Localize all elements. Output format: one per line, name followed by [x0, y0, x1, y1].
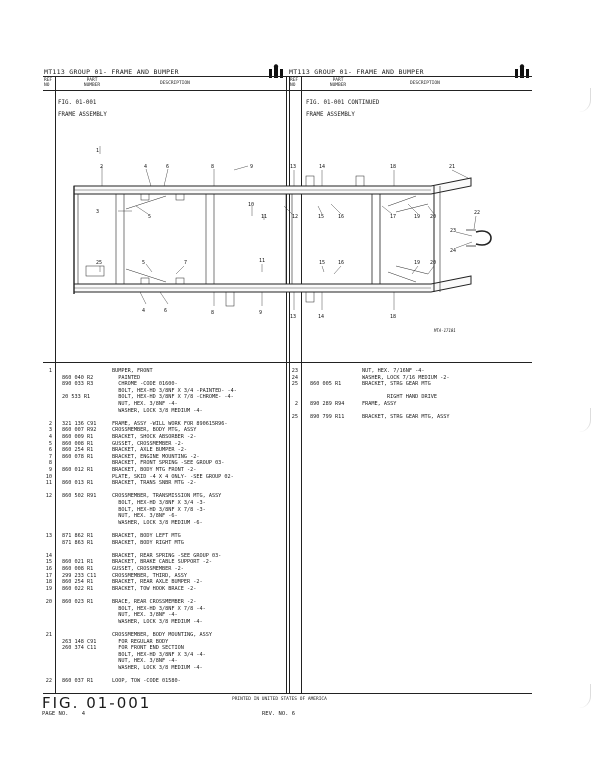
part-description: BOLT, HEX-HD 3/8NF X 3/4 -3-: [112, 500, 206, 506]
part-description: BRACKET, BODY MTG FRONT -2-: [112, 467, 197, 473]
callout-20: 20: [430, 214, 437, 220]
callout-13: 13: [290, 164, 297, 170]
parts-row: [0, 553, 600, 560]
binder-hole-shadow: [566, 684, 591, 708]
callout-22: 22: [474, 210, 481, 216]
callout-9b: 9: [259, 310, 263, 316]
frame-assembly-diagram: [56, 134, 496, 344]
part-description: PAINTED: [112, 374, 141, 381]
ref-number: 1: [48, 368, 52, 374]
right-parts-list: [0, 368, 600, 428]
callout-19: 19: [414, 214, 421, 220]
part-description: BOLT, HEX-HD 3/8NF X 7/8 -3-: [112, 506, 206, 513]
part-description: BRACKET, SHOCK ABSORBER -2-: [112, 434, 197, 440]
part-description: WASHER, LOCK 7/16 MEDIUM -2-: [362, 374, 450, 381]
ih-logo-icon: [268, 63, 284, 77]
parts-row: [0, 632, 600, 639]
callout-4b: 4: [142, 308, 146, 314]
parts-row: [0, 394, 600, 401]
part-number: 860 022 R1: [62, 585, 94, 592]
part-number: 860 005 R1: [310, 381, 342, 388]
callout-12: 12: [292, 214, 299, 220]
callout-25: 25: [96, 260, 103, 266]
right-assembly-heading: FRAME ASSEMBLY: [306, 112, 355, 118]
part-number: 890 799 R11: [310, 414, 345, 421]
part-number: 860 012 R1: [62, 467, 94, 473]
ref-number: 25: [291, 381, 298, 388]
part-description: BRACKET, TRANS SNBR MTG -2-: [112, 480, 197, 487]
part-number: 263 148 C91: [62, 638, 97, 645]
part-number: 860 254 R1: [62, 579, 94, 586]
callout-5: 5: [148, 214, 152, 220]
parts-row: [0, 599, 600, 606]
ih-logo-icon: [514, 63, 530, 77]
part-number: 860 254 R1: [62, 447, 94, 454]
ref-number: 22: [45, 678, 52, 685]
callout-3: 3: [96, 209, 100, 215]
parts-row: [0, 474, 600, 481]
parts-row: [0, 401, 600, 408]
part-description: BOLT, HEX-HD 3/8NF X 7/8 -CHROME- -4-: [112, 394, 234, 401]
parts-row: [0, 606, 600, 613]
part-description: BRACE, REAR CROSSMEMBER -2-: [112, 599, 197, 605]
parts-row: [0, 658, 600, 665]
col-ref-label-right: REF NO: [290, 78, 299, 88]
part-number: 321 136 C91: [62, 420, 97, 427]
parts-row: [0, 540, 600, 547]
parts-row: [0, 408, 600, 415]
part-description: GUSSET, CROSSMEMBER -2-: [112, 440, 184, 447]
part-number: 871 863 R1: [62, 539, 94, 546]
parts-row: [0, 533, 600, 540]
parts-row: [0, 447, 600, 454]
callout-8: 8: [211, 164, 215, 170]
ref-number: 13: [45, 533, 52, 539]
callout-8b: 8: [211, 310, 215, 316]
callout-9: 9: [250, 164, 254, 170]
parts-row: [0, 612, 600, 619]
callout-13b: 13: [290, 314, 297, 320]
part-description: BRACKET, FRONT SPRING -SEE GROUP 03-: [112, 460, 225, 467]
part-description: BRACKET, AXLE BUMPER -2-: [112, 447, 187, 454]
parts-row: [0, 375, 600, 382]
part-number: 860 013 R1: [62, 480, 94, 487]
callout-7: 7: [184, 260, 188, 266]
callout-10: 10: [248, 202, 255, 208]
part-description: WASHER, LOCK 3/8 MEDIUM -4-: [112, 665, 203, 671]
parts-row: [0, 639, 600, 646]
ref-number: 23: [291, 368, 298, 374]
header-bottom-rule: [43, 90, 532, 91]
callout-11b: 11: [259, 258, 266, 264]
part-description: CROSSMEMBER, BODY MTG, ASSY: [112, 427, 197, 434]
callout-1: 1: [96, 148, 100, 154]
part-number: 860 023 R1: [62, 599, 94, 605]
ref-number: 20: [45, 599, 52, 605]
ref-number: 24: [291, 374, 298, 381]
part-description: BRACKET, ENGINE MOUNTING -2-: [112, 453, 200, 460]
footer-revision: REV. NO. 6: [262, 711, 296, 717]
ref-number: 9: [48, 467, 52, 473]
parts-row: [0, 487, 600, 494]
part-description: WASHER, LOCK 3/8 MEDIUM -4-: [112, 407, 203, 414]
callout-19b: 19: [414, 260, 421, 266]
parts-row: [0, 619, 600, 626]
callout-6: 6: [166, 164, 170, 170]
part-description: WASHER, LOCK 3/8 MEDIUM -6-: [112, 519, 203, 526]
callout-11: 11: [261, 214, 268, 220]
ref-number: 18: [45, 579, 52, 586]
parts-row: [0, 381, 600, 388]
parts-row: [0, 546, 600, 553]
part-number: 860 009 R1: [62, 434, 94, 440]
ref-number: 21: [45, 632, 52, 638]
left-assembly-heading: FRAME ASSEMBLY: [58, 112, 107, 118]
part-number: 890 033 R3: [62, 381, 94, 388]
parts-row: [0, 678, 600, 685]
left-fig-heading: FIG. 01-001: [58, 100, 97, 106]
col-part-label: PART NUMBER: [83, 78, 101, 88]
parts-row: [0, 592, 600, 599]
part-description: GUSSET, CROSSMEMBER -2-: [112, 566, 184, 572]
part-description: NUT, HEX. 7/16NF -4-: [362, 368, 425, 374]
ref-number: 12: [45, 493, 52, 500]
part-description: BRACKET, REAR AXLE BUMPER -2-: [112, 579, 203, 586]
ref-number: 11: [45, 480, 52, 487]
parts-row: [0, 513, 600, 520]
part-description: NUT, HEX. 3/8NF -6-: [112, 513, 178, 520]
parts-row: [0, 388, 600, 395]
ref-number: 3: [48, 427, 52, 434]
callout-18b: 18: [390, 314, 397, 320]
part-number: 871 862 R1: [62, 533, 94, 539]
callout-16b: 16: [338, 260, 345, 266]
callout-16: 16: [338, 214, 345, 220]
parts-row: [0, 586, 600, 593]
ref-number: 8: [48, 460, 52, 467]
callout-15: 15: [318, 214, 325, 220]
part-description: FOR FRONT END SECTION: [112, 645, 184, 652]
parts-list-top-rule: [43, 362, 532, 363]
part-description: BRACKET, BODY RIGHT MTG: [112, 539, 184, 546]
parts-row: [0, 566, 600, 573]
part-description: FOR REGULAR BODY: [112, 638, 169, 645]
callout-24: 24: [450, 248, 457, 254]
part-description: BRACKET, TOW HOOK BRACE -2-: [112, 585, 197, 592]
ref-number: 15: [45, 559, 52, 566]
part-number: 860 008 R1: [62, 440, 94, 447]
callout-5b: 5: [142, 260, 146, 266]
part-description: BRACKET, STRG GEAR MTG, ASSY: [362, 414, 450, 421]
callout-6b: 6: [164, 308, 168, 314]
diagram-code: MTA-17101: [434, 328, 456, 333]
ref-number: 7: [48, 453, 52, 460]
part-description: CROSSMEMBER, TRANSMISSION MTG, ASSY: [112, 493, 222, 500]
parts-row: [0, 625, 600, 632]
parts-row: [0, 467, 600, 474]
ref-number: 2: [294, 401, 298, 407]
parts-row: [0, 480, 600, 487]
part-description: RIGHT HAND DRIVE: [362, 394, 437, 401]
left-header-title: MT113 GROUP 01- FRAME AND BUMPER: [44, 68, 179, 76]
part-description: BRACKET, BRAKE CABLE SUPPORT -2-: [112, 559, 212, 566]
col-ref-label: REF NO: [44, 78, 53, 88]
part-description: PLATE, SKID -4 X 4 ONLY- -SEE GROUP 02-: [112, 473, 234, 480]
part-number: 299 233 C11: [62, 572, 97, 579]
parts-row: [0, 645, 600, 652]
parts-row: [0, 520, 600, 527]
parts-row: [0, 454, 600, 461]
col-part-label-right: PART NUMBER: [329, 78, 347, 88]
footer-page: PAGE NO. 4: [42, 711, 86, 717]
parts-row: [0, 526, 600, 533]
part-number: 260 374 C11: [62, 645, 97, 652]
parts-row: [0, 427, 600, 434]
part-number: 860 078 R1: [62, 453, 94, 460]
part-description: BOLT, HEX-HD 3/8NF X 3/4 -PAINTED- -4-: [112, 387, 237, 394]
ref-number: 25: [291, 414, 298, 421]
part-description: NUT, HEX. 3/8NF -4-: [112, 612, 178, 619]
part-number: 860 021 R1: [62, 559, 94, 566]
callout-20b: 20: [430, 260, 437, 266]
part-description: CROSSMEMBER, BODY MOUNTING, ASSY: [112, 632, 212, 638]
part-description: FRAME, ASSY: [362, 401, 397, 407]
part-number: 20 533 R1: [62, 394, 91, 401]
parts-row: [0, 414, 600, 421]
ref-number: 4: [48, 434, 52, 440]
binder-hole-shadow: [566, 408, 591, 432]
ref-number: 6: [48, 447, 52, 454]
part-description: BRACKET, STRG GEAR MTG: [362, 381, 431, 388]
part-description: CROSSMEMBER, THIRD, ASSY: [112, 572, 187, 579]
part-number: 860 007 R92: [62, 427, 97, 434]
part-description: BRACKET, REAR SPRING -SEE GROUP 03-: [112, 552, 222, 559]
ref-number: 19: [45, 585, 52, 592]
parts-row: [0, 460, 600, 467]
callout-14b: 14: [318, 314, 325, 320]
col-desc-label-right: DESCRIPTION: [410, 81, 440, 86]
parts-row: [0, 368, 600, 375]
parts-row: [0, 493, 600, 500]
part-description: FRAME, ASSY -WILL WORK FOR 890615R96-: [112, 420, 228, 427]
callout-4: 4: [144, 164, 148, 170]
part-description: BRACKET, BODY LEFT MTG: [112, 533, 181, 539]
right-header-title: MT113 GROUP 01- FRAME AND BUMPER: [289, 68, 424, 76]
ref-number: 2: [48, 420, 52, 427]
ref-number: 14: [45, 552, 52, 559]
part-number: 860 040 R2: [62, 374, 94, 381]
parts-row: [0, 579, 600, 586]
callout-15b: 15: [319, 260, 326, 266]
part-description: LOOP, TOW -CODE 01580-: [112, 678, 181, 685]
callout-18: 18: [390, 164, 397, 170]
parts-row: [0, 434, 600, 441]
part-number: 890 289 R94: [310, 401, 345, 407]
footer-figure-number: FIG. 01-001: [42, 694, 152, 712]
parts-row: [0, 672, 600, 679]
part-description: BOLT, HEX-HD 3/8NF X 7/8 -4-: [112, 605, 206, 612]
callout-14: 14: [319, 164, 326, 170]
footer-printed: PRINTED IN UNITED STATES OF AMERICA: [232, 697, 327, 702]
part-description: BOLT, HEX-HD 3/8NF X 3/4 -4-: [112, 651, 206, 658]
callout-2: 2: [100, 164, 104, 170]
col-desc-label: DESCRIPTION: [160, 81, 190, 86]
ref-number: 17: [45, 572, 52, 579]
parts-row: [0, 652, 600, 659]
part-number: 860 502 R91: [62, 493, 97, 500]
part-description: NUT, HEX. 3/8NF -4-: [112, 658, 178, 665]
binder-hole-shadow: [566, 88, 591, 112]
parts-row: [0, 573, 600, 580]
parts-row: [0, 441, 600, 448]
part-description: WASHER, LOCK 3/8 MEDIUM -4-: [112, 618, 203, 625]
callout-17: 17: [390, 214, 397, 220]
parts-row: [0, 559, 600, 566]
parts-row: [0, 507, 600, 514]
ref-number: 10: [45, 473, 52, 480]
part-number: 860 037 R1: [62, 678, 94, 685]
part-description: NUT, HEX. 3/8NF -4-: [112, 401, 178, 407]
part-number: 860 008 R1: [62, 566, 94, 572]
callout-23: 23: [450, 228, 457, 234]
parts-row: [0, 665, 600, 672]
ref-number: 16: [45, 566, 52, 572]
part-description: BUMPER, FRONT: [112, 368, 153, 374]
callout-21: 21: [449, 164, 456, 170]
right-fig-heading: FIG. 01-001 CONTINUED: [306, 100, 380, 106]
header-top-rule: [43, 76, 532, 77]
part-description: CHROME -CODE 01600-: [112, 381, 178, 388]
ref-number: 5: [48, 440, 52, 447]
parts-row: [0, 500, 600, 507]
